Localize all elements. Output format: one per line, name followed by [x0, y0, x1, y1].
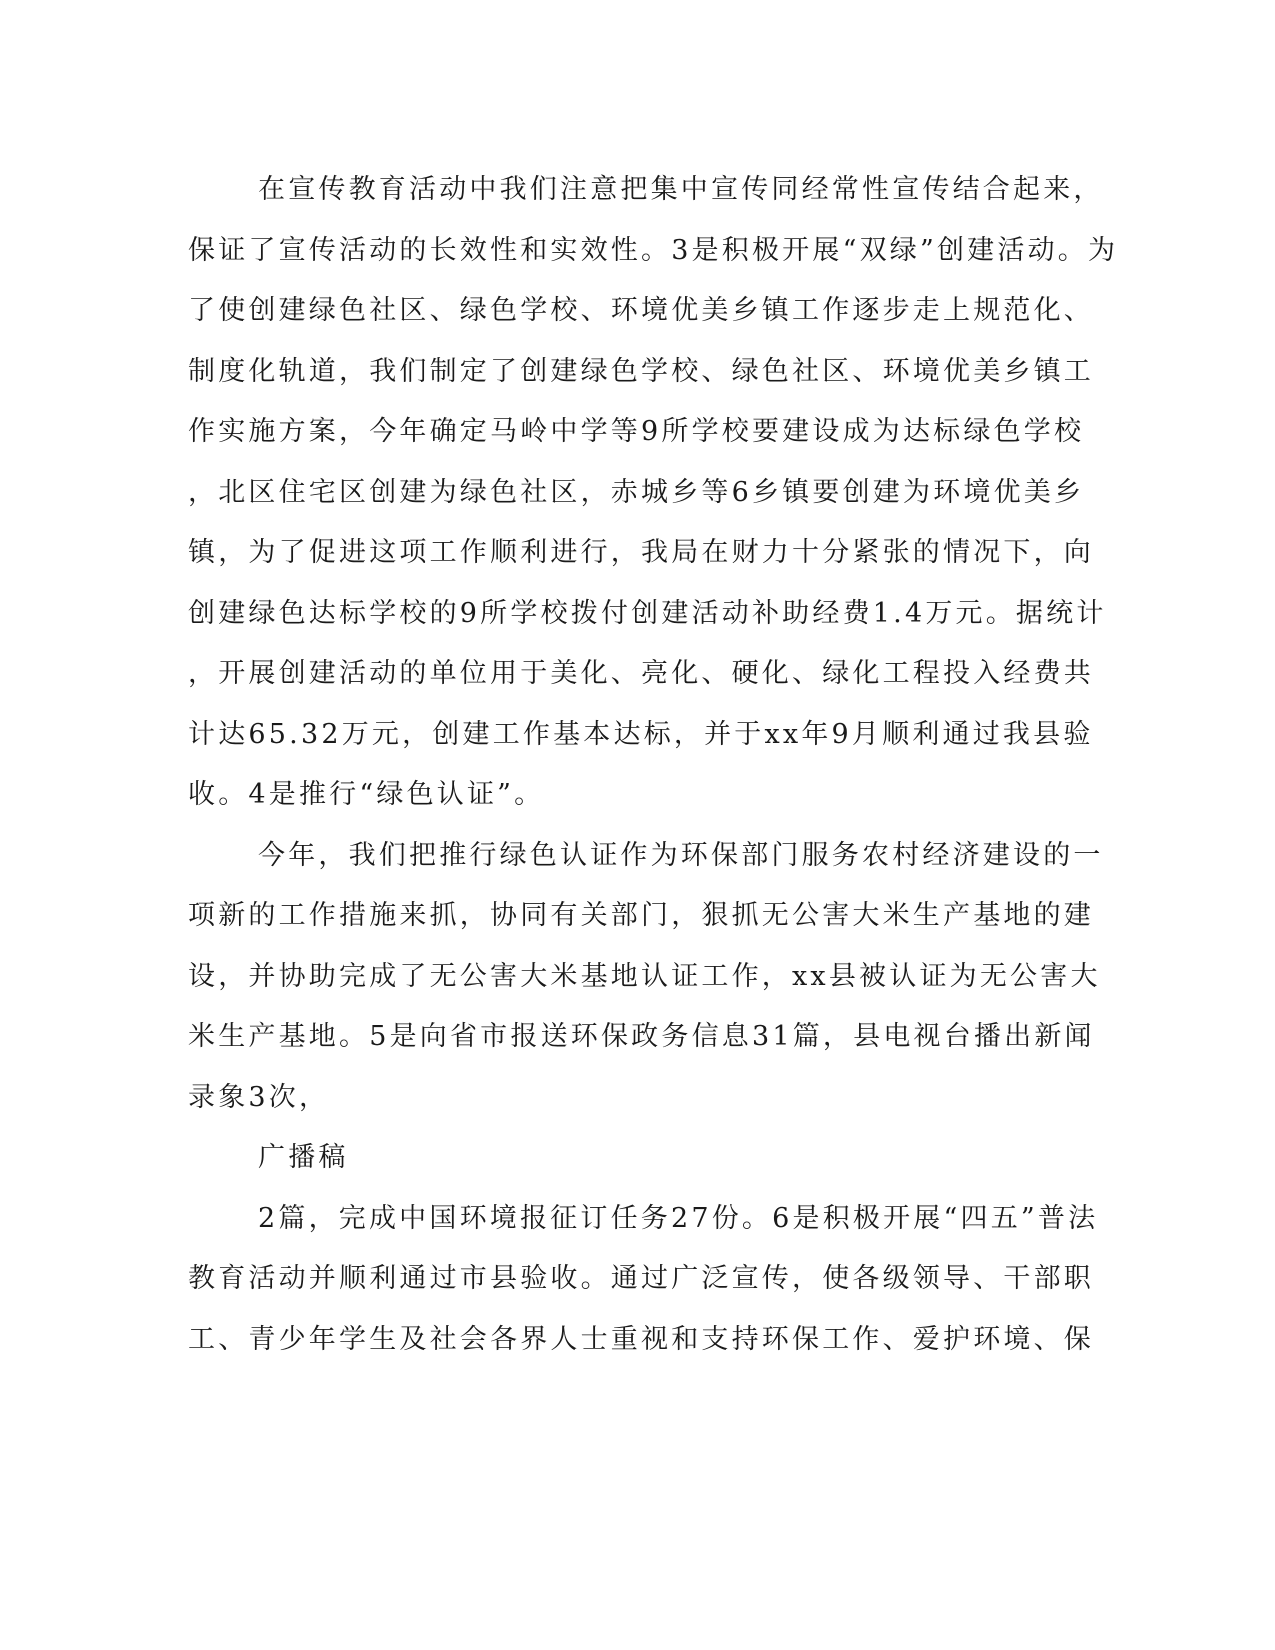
text-line: 设，并协助完成了无公害大米基地认证工作，xx县被认证为无公害大: [188, 960, 1101, 992]
text-line: 今年，我们把推行绿色认证作为环保部门服务农村经济建设的一: [258, 839, 1104, 871]
text-line: 收。4是推行“绿色认证”。: [188, 779, 545, 810]
text-line: 教育活动并顺利通过市县验收。通过广泛宣传，使各级领导、干部职: [188, 1263, 1094, 1294]
text-line: 保证了宣传活动的长效性和实效性。3是积极开展“双绿”创建活动。为: [188, 234, 1119, 266]
text-line: 在宣传教育活动中我们注意把集中宣传同经常性宣传结合起来，: [258, 174, 1104, 205]
text-line: 计达65.32万元，创建工作基本达标，并于xx年9月顺利通过我县验: [188, 718, 1094, 750]
text-line: ，北区住宅区创建为绿色社区，赤城乡等6乡镇要创建为环境优美乡: [188, 476, 1085, 508]
text-line: 项新的工作措施来抓，协同有关部门，狠抓无公害大米生产基地的建: [188, 900, 1094, 931]
text-line: 工、青少年学生及社会各界人士重视和支持环保工作、爱护环境、保: [188, 1323, 1094, 1355]
text-line: 米生产基地。5是向省市报送环保政务信息31篇，县电视台播出新闻: [188, 1021, 1095, 1052]
text-line: 广播稿: [258, 1142, 349, 1173]
text-line: 了使创建绿色社区、绿色学校、环境优美乡镇工作逐步走上规范化、: [188, 295, 1094, 326]
text-line: 录象3次，: [188, 1081, 330, 1113]
text-line: 制度化轨道，我们制定了创建绿色学校、绿色社区、环境优美乡镇工: [188, 355, 1094, 387]
text-line: 作实施方案，今年确定马岭中学等9所学校要建设成为达标绿色学校: [188, 416, 1085, 447]
document-body: [188, 160, 1119, 1370]
text-line: 创建绿色达标学校的9所学校拨付创建活动补助经费1.4万元。据统计: [188, 597, 1107, 629]
text-line: ，开展创建活动的单位用于美化、亮化、硬化、绿化工程投入经费共: [188, 658, 1094, 689]
text-line: 2篇，完成中国环境报征订任务27份。6是积极开展“四五”普法: [258, 1202, 1099, 1234]
text-line: 镇，为了促进这项工作顺利进行，我局在财力十分紧张的情况下，向: [188, 537, 1094, 568]
